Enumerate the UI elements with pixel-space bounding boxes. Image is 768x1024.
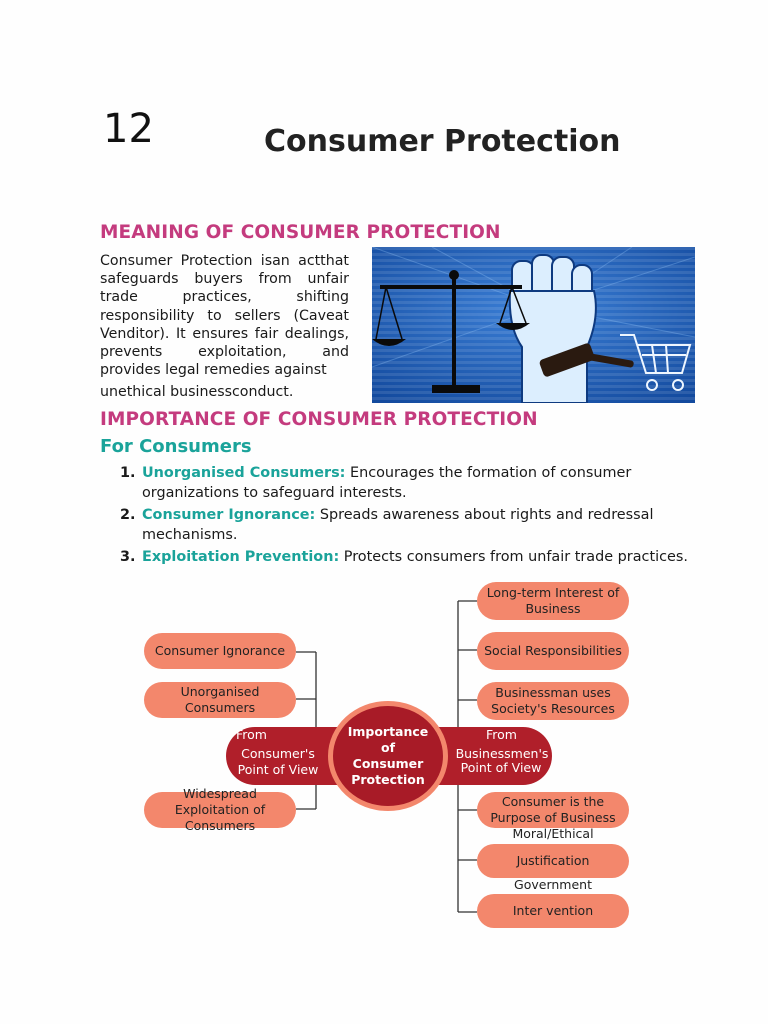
list-item-number: 3. xyxy=(120,549,136,565)
consumer-view-line2: Consumer's xyxy=(241,746,315,761)
chapter-title: Consumer Protection xyxy=(264,124,621,159)
consumer-ignorance-node: Consumer Ignorance xyxy=(144,633,296,669)
importance-hub xyxy=(328,701,448,811)
list-item-text: Protects consumers from unfair trade practices. xyxy=(339,549,688,565)
list-item xyxy=(118,464,688,503)
list-item-number: 1. xyxy=(120,465,136,481)
list-item-keyword: Exploitation Prevention: xyxy=(142,549,340,565)
consumer-protection-illustration xyxy=(372,247,695,403)
purpose-of-business-node: Consumer is the Purpose of Business xyxy=(477,792,629,828)
meaning-paragraph: Consumer Protection isan actthat safeguards buyers from unfair trade practices, shifting responsibility to sellers (Caveat Venditor). It ensures fair dealings, prevents exploitation, and provides legal remedies against xyxy=(100,253,349,379)
consumer-view-from: From xyxy=(236,727,267,742)
business-view-line2: Businessmen's xyxy=(455,746,549,761)
justification-node: Justification xyxy=(477,844,629,878)
hub-label: Importance of Consumer Protection xyxy=(347,724,429,787)
meaning-heading: MEANING OF CONSUMER PROTECTION xyxy=(100,222,501,243)
unorganised-consumers-node: Unorganised Consumers xyxy=(144,682,296,718)
list-item-text: Spreads awareness about rights and redressal mechanisms. xyxy=(142,507,654,543)
list-item xyxy=(118,548,688,568)
list-item-keyword: Unorganised Consumers: xyxy=(142,465,346,481)
for-consumers-subheading: For Consumers xyxy=(100,436,252,457)
justice-scale-fist-icon xyxy=(372,247,695,403)
consumer-view-line3: Point of View xyxy=(237,762,319,777)
list-item-keyword: Consumer Ignorance: xyxy=(142,507,316,523)
social-responsibilities-node: Social Responsibilities xyxy=(477,632,629,670)
list-item-text: Encourages the formation of consumer organizations to safeguard interests. xyxy=(142,465,632,501)
importance-heading: IMPORTANCE OF CONSUMER PROTECTION xyxy=(100,409,538,430)
importance-list xyxy=(118,464,688,571)
business-view-from: From xyxy=(486,727,517,742)
list-item xyxy=(118,506,688,545)
meaning-paragraph-tail: unethical businessconduct. xyxy=(100,384,294,400)
widespread-exploitation-node: Widespread Exploitation of Consumers xyxy=(144,792,296,828)
long-term-interest-node: Long-term Interest of Business xyxy=(477,582,629,620)
chapter-number: 12 xyxy=(103,106,154,152)
government-label: Government xyxy=(514,877,592,892)
moral-ethical-label: Moral/Ethical xyxy=(512,826,594,841)
business-view-line3: Point of View xyxy=(460,760,542,775)
list-item-number: 2. xyxy=(120,507,136,523)
society-resources-node: Businessman uses Society's Resources xyxy=(477,682,629,720)
intervention-node: Inter vention xyxy=(477,894,629,928)
